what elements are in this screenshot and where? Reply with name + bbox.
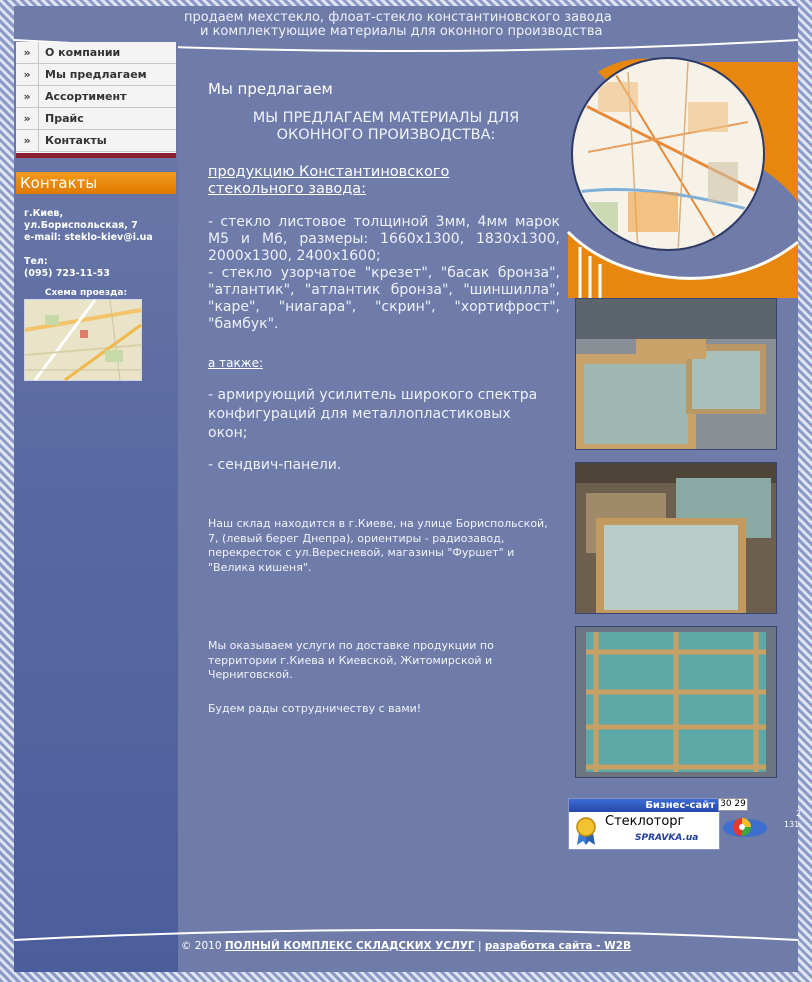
contact-city: г.Киев, xyxy=(24,208,64,219)
counter-side-number-2: 131 xyxy=(784,820,800,829)
contacts-heading: Контакты xyxy=(16,172,176,194)
site-header xyxy=(14,6,798,42)
warehouse-photo-3 xyxy=(575,626,777,778)
footer-curve-decoration xyxy=(14,922,798,942)
city-map-globe-image xyxy=(568,42,798,298)
contact-tel-label: Тел: xyxy=(24,256,48,267)
menu-item-label: О компании xyxy=(45,46,121,59)
site-footer xyxy=(14,932,798,972)
page-frame xyxy=(14,6,802,972)
product-link[interactable]: продукцию Константиновского стекольного завода: xyxy=(208,164,450,197)
menu-item-about[interactable] xyxy=(16,42,176,64)
badge-company-name: Стеклоторг xyxy=(605,814,685,829)
counter-side-number-1: 2 xyxy=(796,809,802,818)
copyright: © 2010 xyxy=(180,940,222,952)
header-tagline-2: и комплектующие материалы для оконного производства xyxy=(200,24,603,39)
map-label: Схема проезда: xyxy=(44,288,128,298)
main-heading: МЫ ПРЕДЛАГАЕМ МАТЕРИАЛЫ ДЛЯ ОКОННОГО ПРОИЗВОДСТВА: xyxy=(252,110,520,143)
menu-bullet: » xyxy=(16,42,39,63)
contact-tel: (095) 723-11-53 xyxy=(24,268,110,279)
menu-bottom-bar xyxy=(16,152,176,158)
page-title: Мы предлагаем xyxy=(208,80,333,98)
menu-item-offer[interactable] xyxy=(16,64,176,86)
also-item-reinforcement: - армирующий усилитель широкого спектра конфигураций для металлопластиковых окон; xyxy=(208,387,538,441)
visit-counter: 30 29 xyxy=(718,798,748,811)
menu-item-assortment[interactable] xyxy=(16,86,176,108)
left-sidebar xyxy=(14,42,178,972)
contact-email[interactable]: e-mail: steklo-kiev@i.ua xyxy=(24,232,153,243)
main-menu xyxy=(16,42,176,158)
delivery-text: Мы оказываем услуги по доставке продукции по территории г.Киева и Киевской, Житомирской и Черниговской. xyxy=(208,639,494,681)
badge-title: Бизнес-сайт xyxy=(569,799,719,812)
menu-item-contacts[interactable] xyxy=(16,130,176,152)
counter-logo-icon[interactable] xyxy=(722,812,768,842)
menu-item-label: Прайс xyxy=(45,112,84,125)
menu-item-label: Контакты xyxy=(45,134,107,147)
contact-street: ул.Бориспольская, 7 xyxy=(24,220,138,231)
contacts-info xyxy=(24,208,174,280)
business-site-badge[interactable] xyxy=(568,798,720,850)
warehouse-photo-2 xyxy=(575,462,777,614)
warehouse-photo-1 xyxy=(575,298,777,450)
menu-item-label: Мы предлагаем xyxy=(45,68,147,81)
menu-bullet: » xyxy=(16,64,39,85)
menu-item-price[interactable] xyxy=(16,108,176,130)
footer-text xyxy=(14,940,798,952)
medal-icon xyxy=(573,815,599,845)
badge-site-name: SPRAVKA.ua xyxy=(635,833,699,843)
cooperation-text: Будем рады сотрудничеству с вами! xyxy=(208,702,422,715)
right-column xyxy=(568,42,802,932)
warehouse-location-text: Наш склад находится в г.Киеве, на улице Бориспольской, 7, (левый берег Днепра), ориентиры - радиозавод, перекресток с ул.Вересневой, магазины "Фуршет" и "Велика кишеня". xyxy=(208,517,548,574)
footer-link-services[interactable]: ПОЛНЫЙ КОМПЛЕКС СКЛАДСКИХ УСЛУГ xyxy=(224,940,475,952)
header-tagline-1: продаем мехстекло, флоат-стекло константиновского завода xyxy=(184,10,612,25)
menu-bullet: » xyxy=(16,108,39,129)
menu-item-label: Ассортимент xyxy=(45,90,127,103)
product-list: - стекло листовое толщиной 3мм, 4мм марок М5 и М6, размеры: 1660x1300, 1830x1300, 2000x1300, 2400x1600; - стекло узорчатое "крезет", "басак бронза", "атлантик", "атлантик бронза", "шиншилла", "каре", "ниагара", "скрин", "хортифрост", "бамбук". xyxy=(208,214,560,332)
also-item-sandwich-panels: - сендвич-панели. xyxy=(208,457,342,473)
footer-link-developer[interactable]: разработка сайта - W2B xyxy=(484,940,632,952)
footer-separator: | xyxy=(477,940,482,952)
also-label: а также: xyxy=(208,356,263,370)
menu-bullet: » xyxy=(16,130,39,151)
directions-map-thumbnail[interactable] xyxy=(24,299,142,381)
menu-bullet: » xyxy=(16,86,39,107)
